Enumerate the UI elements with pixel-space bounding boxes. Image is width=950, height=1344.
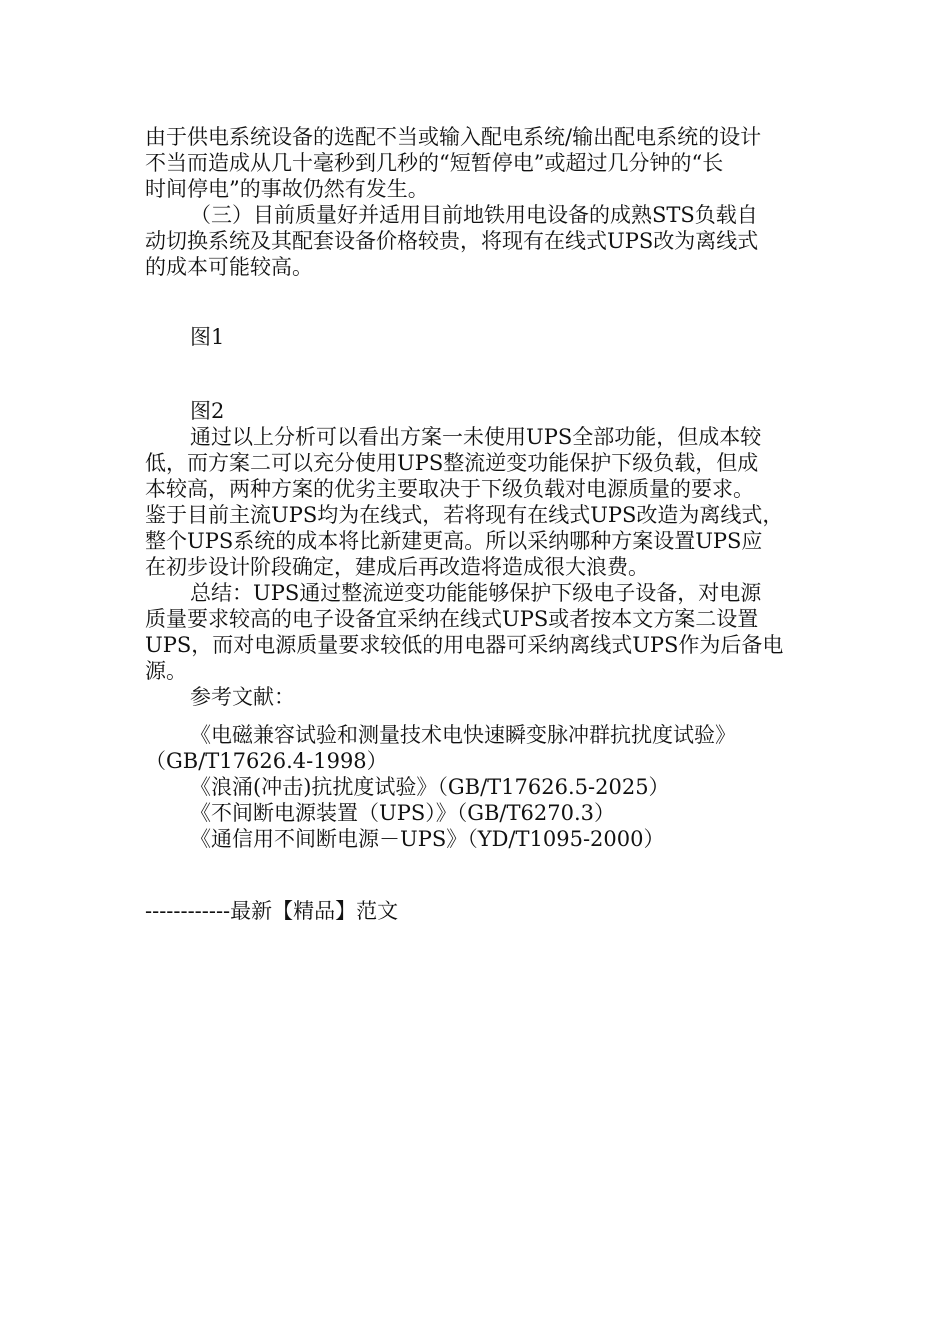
footer-separator-text: ------------最新【精品】范文 bbox=[145, 899, 399, 923]
references-heading: 参考文献： bbox=[190, 685, 295, 709]
paragraph-4-line-3: UPS，而对电源质量要求较低的用电器可采纳离线式UPS作为后备电 bbox=[145, 633, 784, 657]
paragraph-3-line-1: 通过以上分析可以看出方案一未使用UPS全部功能，但成本较 bbox=[190, 425, 762, 449]
reference-item: 《电磁兼容试验和测量技术电快速瞬变脉冲群抗扰度试验》 bbox=[190, 723, 736, 747]
paragraph-1-line-3: 时间停电”的事故仍然有发生。 bbox=[145, 177, 429, 201]
paragraph-3-line-2: 低，而方案二可以充分使用UPS整流逆变功能保护下级负载，但成 bbox=[145, 451, 759, 475]
paragraph-4-line-1: 总结：UPS通过整流逆变功能能够保护下级电子设备，对电源 bbox=[190, 581, 762, 605]
paragraph-3-line-5: 整个UPS系统的成本将比新建更高。所以采纳哪种方案设置UPS应 bbox=[145, 529, 763, 553]
paragraph-2-line-2: 动切换系统及其配套设备价格较贵，将现有在线式UPS改为离线式 bbox=[145, 229, 759, 253]
figure-2-caption: 图2 bbox=[190, 399, 225, 423]
reference-item: 《浪涌(冲击)抗扰度试验》（GB/T17626.5-2025） bbox=[190, 775, 670, 799]
paragraph-2-line-1: （三）目前质量好并适用目前地铁用电设备的成熟STS负载自 bbox=[190, 203, 758, 227]
paragraph-3-line-4: 鉴于目前主流UPS均为在线式，若将现有在线式UPS改造为离线式， bbox=[145, 503, 784, 527]
paragraph-2-line-3: 的成本可能较高。 bbox=[145, 255, 313, 279]
paragraph-3-line-6: 在初步设计阶段确定，建成后再改造将造成很大浪费。 bbox=[145, 555, 649, 579]
paragraph-1-line-1: 由于供电系统设备的选配不当或输入配电系统/输出配电系统的设计 bbox=[145, 125, 762, 149]
reference-item: 《通信用不间断电源－UPS》（YD/T1095-2000） bbox=[190, 827, 665, 851]
paragraph-3-line-3: 本较高，两种方案的优劣主要取决于下级负载对电源质量的要求。 bbox=[145, 477, 754, 501]
reference-item-continuation: （GB/T17626.4-1998） bbox=[145, 749, 388, 773]
paragraph-4-line-4: 源。 bbox=[145, 659, 187, 683]
paragraph-4-line-2: 质量要求较高的电子设备宜采纳在线式UPS或者按本文方案二设置 bbox=[145, 607, 759, 631]
paragraph-1-line-2: 不当而造成从几十毫秒到几秒的“短暂停电”或超过几分钟的“长 bbox=[145, 151, 724, 175]
reference-item: 《不间断电源装置（UPS）》（GB/T6270.3） bbox=[190, 801, 615, 825]
figure-1-caption: 图1 bbox=[190, 325, 225, 349]
